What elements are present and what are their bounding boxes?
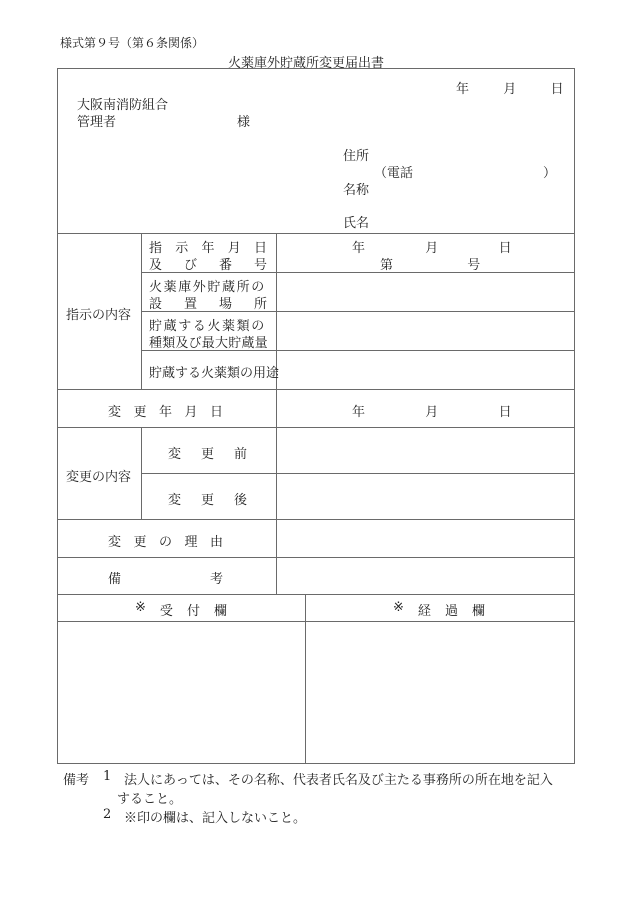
note-2-number: 2 xyxy=(103,807,112,822)
submission-date: 年 月 日 xyxy=(456,82,564,97)
phone-field[interactable] xyxy=(416,162,536,178)
instruction-date-value[interactable]: 年 月 日 xyxy=(352,241,512,256)
reception-column-label: ※ 受 付 欄 xyxy=(135,600,227,619)
form-number: 様式第９号（第６条関係） xyxy=(60,36,205,50)
divider xyxy=(141,233,142,389)
divider xyxy=(57,233,575,234)
note-1-number: 1 xyxy=(103,769,112,784)
change-date-value[interactable]: 年 月 日 xyxy=(352,405,512,420)
change-before-field[interactable] xyxy=(277,428,574,472)
reception-area xyxy=(58,622,304,763)
change-after-field[interactable] xyxy=(277,474,574,518)
remarks-label: 備 考 xyxy=(108,572,223,587)
person-name-field[interactable] xyxy=(380,212,560,228)
recipient-honorific: 様 xyxy=(237,115,251,130)
notes-heading: 備考 xyxy=(63,773,90,788)
installation-place-label-line1: 火薬庫外貯蔵所の xyxy=(149,280,266,295)
explosive-type-field[interactable] xyxy=(277,312,574,349)
explosive-type-label-line2: 種類及び最大貯蔵量 xyxy=(149,336,268,351)
note-2-line1: ※印の欄は、記入しないこと。 xyxy=(124,811,307,826)
progress-area xyxy=(306,622,574,763)
change-date-label: 変 更 年 月 日 xyxy=(108,405,223,420)
company-name-field[interactable] xyxy=(380,179,560,195)
installation-place-field[interactable] xyxy=(277,273,574,310)
divider xyxy=(57,389,575,390)
change-reason-field[interactable] xyxy=(277,520,574,556)
change-before-label: 変 更 前 xyxy=(168,447,247,462)
instruction-section-label: 指示の内容 xyxy=(66,308,132,323)
address-field[interactable] xyxy=(380,145,560,161)
phone-close: ） xyxy=(543,166,557,181)
change-after-label: 変 更 後 xyxy=(168,493,247,508)
divider xyxy=(141,427,142,519)
instruction-date-label-line1: 指 示 年 月 日 xyxy=(149,241,267,256)
remarks-field[interactable] xyxy=(277,558,574,593)
company-name-label: 名称 xyxy=(343,183,370,198)
change-reason-label: 変 更 の 理 由 xyxy=(108,535,223,550)
note-1-line2: すること。 xyxy=(117,792,183,807)
note-1-line1: 法人にあっては、その名称、代表者氏名及び主たる事務所の所在地を記入 xyxy=(124,773,553,788)
phone-open: （電話 xyxy=(374,166,414,181)
explosive-use-field[interactable] xyxy=(277,351,574,388)
instruction-date-label-line2: 及 び 番 号 xyxy=(149,258,267,273)
explosive-use-label: 貯蔵する火薬類の用途 xyxy=(149,366,280,381)
address-label: 住所 xyxy=(343,149,370,164)
divider xyxy=(57,594,575,595)
instruction-number-value[interactable]: 第 号 xyxy=(380,258,481,273)
explosive-type-label-line1: 貯蔵する火薬類の xyxy=(149,319,266,334)
page-title: 火薬庫外貯蔵所変更届出書 xyxy=(228,56,385,71)
change-content-label: 変更の内容 xyxy=(66,470,132,485)
progress-column-label: ※ 経 過 欄 xyxy=(393,600,485,619)
installation-place-label-line2: 設 置 場 所 xyxy=(149,297,267,312)
recipient-org: 大阪南消防組合 xyxy=(77,98,169,113)
recipient-role: 管理者 xyxy=(77,115,117,130)
person-name-label: 氏名 xyxy=(343,216,370,231)
